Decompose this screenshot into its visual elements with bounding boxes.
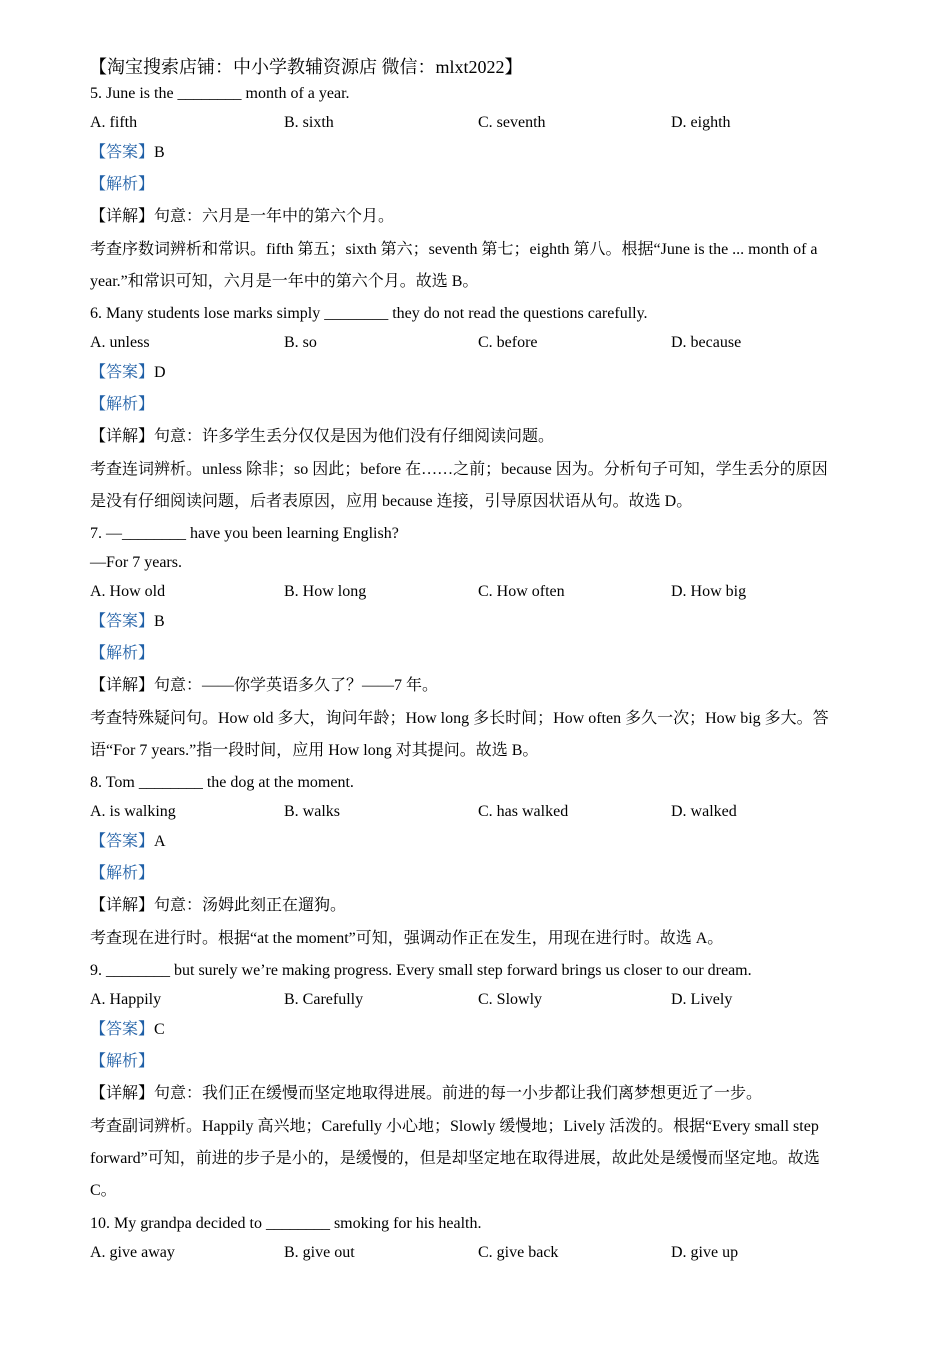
q9-option-a: A. Happily bbox=[90, 991, 162, 1008]
q8-explanation-line-1: 考查现在进行时。根据“at the moment”可知，强调动作正在发生，用现在进行时。故选 A。 bbox=[90, 930, 724, 947]
q6-answer-value: D bbox=[154, 364, 166, 381]
question-6: 6. Many students lose marks simply ________ they do not read the questions carefully. bbox=[90, 305, 648, 322]
q7-option-a: A. How old bbox=[90, 583, 166, 600]
q7-answer-value: B bbox=[154, 613, 165, 630]
q8-option-c: C. has walked bbox=[478, 803, 569, 820]
q6-analysis-label: 【解析】 bbox=[90, 396, 155, 413]
question-7-reply: —For 7 years. bbox=[90, 554, 182, 571]
question-9: 9. ________ but surely we’re making progress. Every small step forward brings us closer to our dream. bbox=[90, 962, 752, 979]
q9-explanation-line-3: C。 bbox=[90, 1182, 117, 1199]
q8-detail: 【详解】句意：汤姆此刻正在遛狗。 bbox=[90, 897, 347, 914]
q7-detail: 【详解】句意：——你学英语多久了？——7 年。 bbox=[90, 677, 439, 694]
q6-option-a: A. unless bbox=[90, 334, 150, 351]
q9-answer-value: C bbox=[154, 1021, 165, 1038]
answer-label: 【答案】 bbox=[90, 144, 155, 161]
answer-label: 【答案】 bbox=[90, 613, 155, 630]
q7-answer bbox=[90, 612, 165, 631]
answer-label: 【答案】 bbox=[90, 1021, 155, 1038]
q5-explanation-line-2: year.”和常识可知，六月是一年中的第六个月。故选 B。 bbox=[90, 273, 479, 290]
q7-analysis-label: 【解析】 bbox=[90, 645, 155, 662]
q5-option-c: C. seventh bbox=[478, 114, 546, 131]
answer-label: 【答案】 bbox=[90, 364, 155, 381]
q7-option-d: D. How big bbox=[671, 583, 747, 600]
q5-answer-value: B bbox=[154, 144, 165, 161]
question-5: 5. June is the ________ month of a year. bbox=[90, 85, 350, 102]
q6-explanation-line-2: 是没有仔细阅读问题，后者表原因，应用 because 连接，引导原因状语从句。故选 D。 bbox=[90, 493, 693, 510]
q7-explanation-line-1: 考查特殊疑问句。How old 多大，询问年龄；How long 多长时间；How often 多久一次；How big 多大。答 bbox=[90, 710, 829, 727]
q10-option-a: A. give away bbox=[90, 1244, 175, 1261]
q5-explanation-line-1: 考查序数词辨析和常识。fifth 第五；sixth 第六；seventh 第七；eighth 第八。根据“June is the ... month of a bbox=[90, 241, 818, 258]
q10-option-c: C. give back bbox=[478, 1244, 559, 1261]
q9-answer bbox=[90, 1020, 165, 1039]
q6-option-c: C. before bbox=[478, 334, 538, 351]
q7-option-b: B. How long bbox=[284, 583, 367, 600]
q6-explanation-line-1: 考查连词辨析。unless 除非；so 因此；before 在……之前；because 因为。分析句子可知，学生丢分的原因 bbox=[90, 461, 828, 478]
answer-label: 【答案】 bbox=[90, 833, 155, 850]
q9-detail: 【详解】句意：我们正在缓慢而坚定地取得进展。前进的每一小步都让我们离梦想更近了一步。 bbox=[90, 1085, 763, 1102]
q9-explanation-line-1: 考查副词辨析。Happily 高兴地；Carefully 小心地；Slowly 缓慢地；Lively 活泼的。根据“Every small step bbox=[90, 1118, 819, 1135]
q6-option-b: B. so bbox=[284, 334, 317, 351]
q9-option-b: B. Carefully bbox=[284, 991, 364, 1008]
q6-detail: 【详解】句意：许多学生丢分仅仅是因为他们没有仔细阅读问题。 bbox=[90, 428, 555, 445]
question-8: 8. Tom ________ the dog at the moment. bbox=[90, 774, 354, 791]
q6-option-d: D. because bbox=[671, 334, 742, 351]
q8-answer bbox=[90, 832, 166, 851]
q7-explanation-line-2: 语“For 7 years.”指一段时间，应用 How long 对其提问。故选 B。 bbox=[90, 742, 539, 759]
q9-analysis-label: 【解析】 bbox=[90, 1053, 155, 1070]
q9-explanation-line-2: forward”可知，前进的步子是小的，是缓慢的，但是却坚定地在取得进展，故此处是缓慢而坚定地。故选 bbox=[90, 1150, 820, 1167]
q5-option-d: D. eighth bbox=[671, 114, 731, 131]
q9-option-d: D. Lively bbox=[671, 991, 733, 1008]
q8-answer-value: A bbox=[154, 833, 166, 850]
q8-option-d: D. walked bbox=[671, 803, 737, 820]
q10-option-d: D. give up bbox=[671, 1244, 739, 1261]
q5-analysis-label: 【解析】 bbox=[90, 176, 155, 193]
q8-option-b: B. walks bbox=[284, 803, 340, 820]
q5-answer bbox=[90, 143, 165, 162]
page-header: 【淘宝搜索店铺：中小学教辅资源店 微信：mlxt2022】 bbox=[89, 57, 523, 77]
question-10: 10. My grandpa decided to ________ smoking for his health. bbox=[90, 1215, 482, 1232]
q7-option-c: C. How often bbox=[478, 583, 565, 600]
q10-option-b: B. give out bbox=[284, 1244, 355, 1261]
q8-option-a: A. is walking bbox=[90, 803, 176, 820]
q6-answer bbox=[90, 363, 166, 382]
q5-detail: 【详解】句意：六月是一年中的第六个月。 bbox=[90, 208, 395, 225]
q5-option-a: A. fifth bbox=[90, 114, 138, 131]
q9-option-c: C. Slowly bbox=[478, 991, 543, 1008]
question-7: 7. —________ have you been learning English? bbox=[90, 525, 399, 542]
q5-option-b: B. sixth bbox=[284, 114, 334, 131]
q8-analysis-label: 【解析】 bbox=[90, 865, 155, 882]
